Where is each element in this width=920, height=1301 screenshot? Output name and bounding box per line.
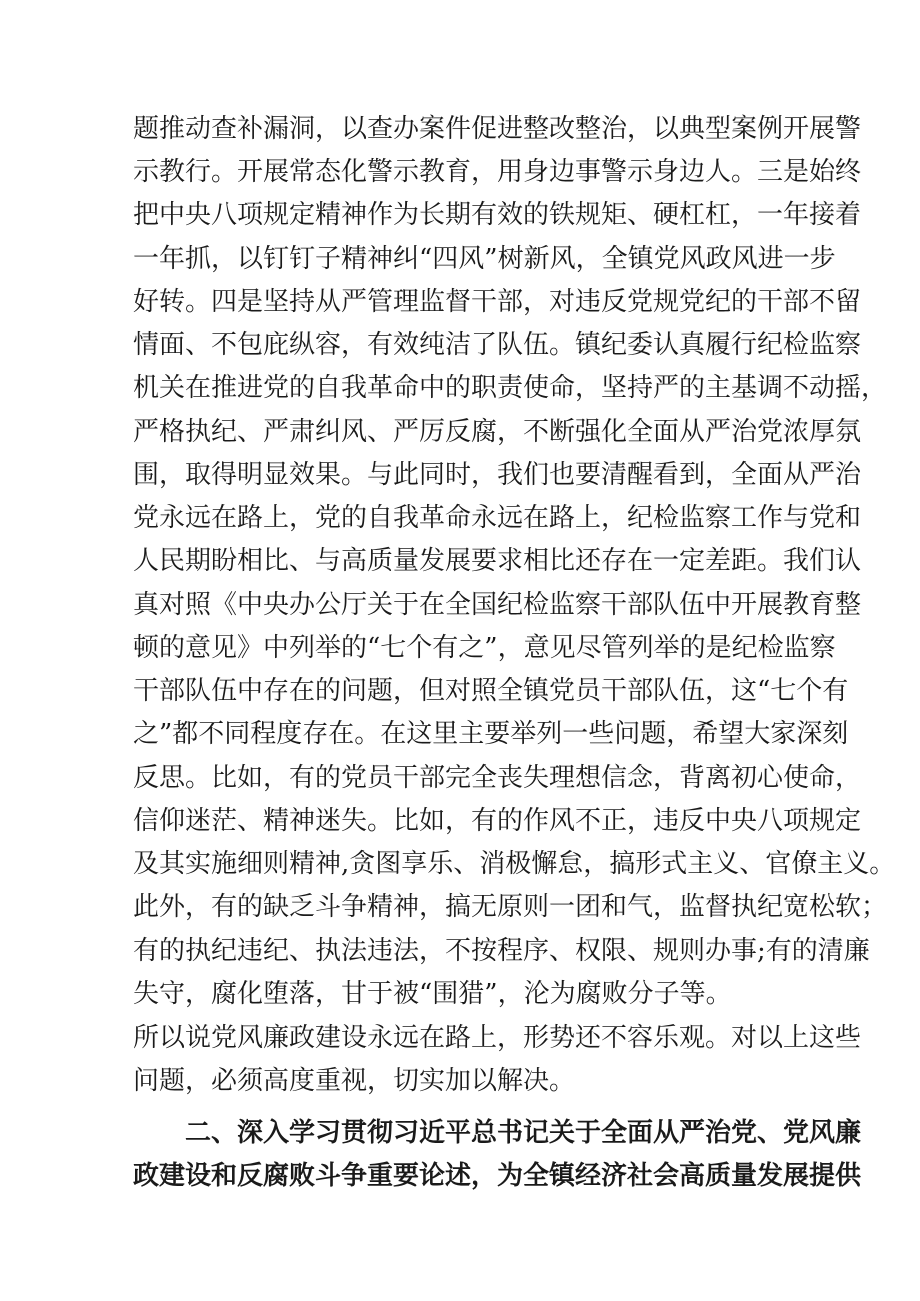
body-line: 人民期盼相比、与高质量发展要求相比还存在一定差距。我们认 [133, 546, 862, 576]
section-heading-line: 政建设和反腐败斗争重要论述，为全镇经济社会高质量发展提供 [133, 1161, 862, 1191]
body-line: 所以说党风廉政建设永远在路上，形势还不容乐观。对以上这些 [133, 1023, 862, 1053]
body-line: 此外，有的缺乏斗争精神，搞无原则一团和气，监督执纪宽松软； [133, 892, 888, 922]
body-line: 问题，必须高度重视，切实加以解决。 [133, 1066, 576, 1096]
body-line: 及其实施细则精神,贪图享乐、消极懈怠，搞形式主义、官僚主义。 [133, 849, 896, 879]
body-line: 情面、不包庇纵容，有效纯洁了队伍。镇纪委认真履行纪检监察 [133, 330, 862, 360]
body-line: 严格执纪、严肃纠风、严厉反腐，不断强化全面从严治党浓厚氛 [133, 417, 862, 447]
body-line: 围，取得明显效果。与此同时，我们也要清醒看到，全面从严治 [133, 460, 862, 490]
body-line: 机关在推进党的自我革命中的职责使命，坚持严的主基调不动摇， [133, 373, 888, 403]
body-line: 一年抓，以钉钉子精神纠“四风”树新风，全镇党风政风进一步 [133, 244, 836, 274]
section-heading-line: 二、深入学习贯彻习近平总书记关于全面从严治党、党风廉 [185, 1118, 862, 1148]
body-line: 示教行。开展常态化警示教育，用身边事警示身边人。三是始终 [133, 157, 862, 187]
body-line: 有的执纪违纪、执法违法，不按程序、权限、规则办事;有的清廉 [133, 936, 870, 966]
body-line: 把中央八项规定精神作为长期有效的铁规矩、硬杠杠，一年接着 [133, 200, 862, 230]
body-line: 之”都不同程度存在。在这里主要举列一些问题，希望大家深刻 [133, 719, 849, 749]
body-line: 真对照《中央办公厅关于在全国纪检监察干部队伍中开展教育整 [133, 590, 862, 620]
body-line: 干部队伍中存在的问题，但对照全镇党员干部队伍，这“七个有 [133, 676, 849, 706]
body-line: 反思。比如，有的党员干部完全丧失理想信念，背离初心使命， [133, 763, 862, 793]
body-line: 党永远在路上，党的自我革命永远在路上，纪检监察工作与党和 [133, 503, 862, 533]
body-line: 失守，腐化堕落，甘于被“围猎”，沦为腐败分子等。 [133, 979, 732, 1009]
body-line: 顿的意见》中列举的“七个有之”，意见尽管列举的是纪检监察 [133, 633, 836, 663]
body-line: 好转。四是坚持从严管理监督干部，对违反党规党纪的干部不留 [133, 287, 862, 317]
body-line: 信仰迷茫、精神迷失。比如，有的作风不正，违反中央八项规定 [133, 806, 862, 836]
body-line: 题推动查补漏洞，以查办案件促进整改整治，以典型案例开展警 [133, 114, 862, 144]
